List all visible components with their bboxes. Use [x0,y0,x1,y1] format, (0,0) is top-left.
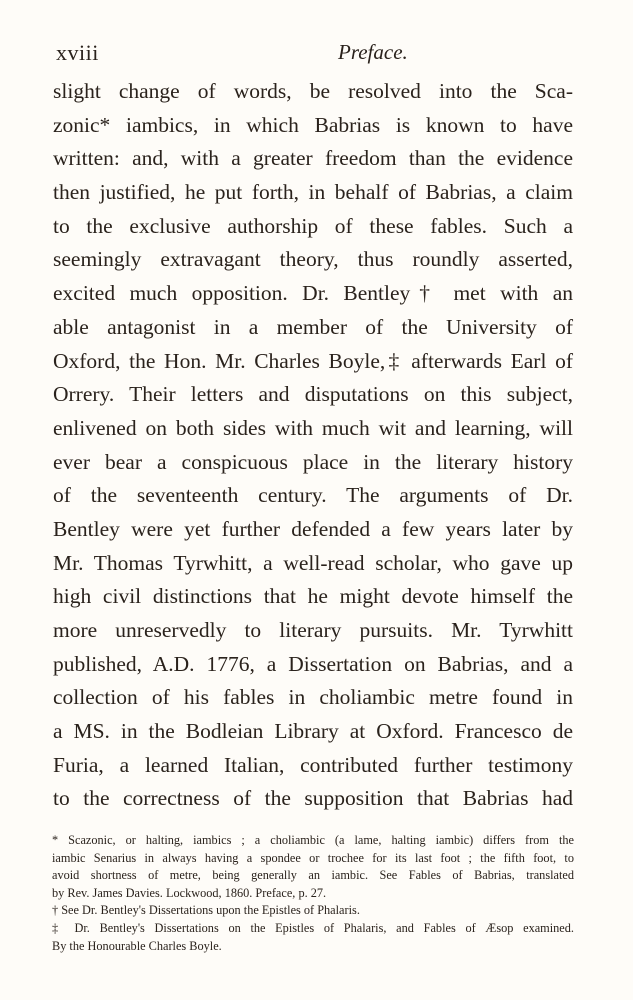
running-head-title: Preface. [338,40,408,64]
body-line: more unreservedly to literary pursuits. Mr. Tyrwhitt [53,618,573,642]
body-line: able antagonist in a member of the University of [53,314,573,339]
body-line: of the seventeenth century. The arguments of Dr. [53,483,573,508]
body-line: then justified, he put forth, in behalf of Babrias, a claim [53,180,573,205]
body-line: ever bear a conspicuous place in the literary history [53,449,573,474]
body-line: enlivened on both sides with much wit and learning, will [53,415,573,440]
body-line: Furia, a learned Italian, contributed further testimony [53,752,573,777]
running-head [56,40,576,68]
body-line: Oxford, the Hon. Mr. Charles Boyle,‡ afterwards Earl of [53,348,573,373]
footnote-line: * Scazonic, or halting, iambics ; a choliambic (a lame, halting iambic) differs from the [52,833,574,847]
body-line: high civil distinctions that he might devote himself the [53,584,573,609]
body-line: collection of his fables in choliambic metre found in [53,685,573,710]
body-line: to the correctness of the supposition that Babrias had [53,786,573,811]
body-line: slight change of words, be resolved into the Sca- [53,79,573,103]
footnote-line: iambic Senarius in always having a spondee or trochee for its last foot ; the fifth foot, to [52,850,574,865]
body-line: Orrery. Their letters and disputations on this subject, [53,382,573,407]
body-line: published, A.D. 1776, a Dissertation on Babrias, and a [53,651,573,676]
body-line: Mr. Thomas Tyrwhitt, a well-read scholar, who gave up [53,550,573,575]
page-number: xviii [56,40,99,65]
body-paragraph [53,75,573,816]
footnote-line: By the Honourable Charles Boyle. [52,938,222,953]
body-line: Bentley were yet further defended a few years later by [53,516,573,541]
body-line: seemingly extravagant theory, thus roundly asserted, [53,247,573,272]
body-line: to the exclusive authorship of these fables. Such a [53,213,573,238]
body-line: written: and, with a greater freedom than the evidence [53,146,573,171]
footnote-line: ‡ Dr. Bentley's Dissertations on the Epistles of Phalaris, and Fables of Æsop examined. [52,920,574,935]
footnote-line: † See Dr. Bentley's Dissertations upon the Epistles of Phalaris. [52,903,360,918]
body-line: excited much opposition. Dr. Bentley† met with an [53,281,573,306]
footnotes [52,832,574,955]
body-line: zonic* iambics, in which Babrias is known to have [53,112,573,137]
body-line: a MS. in the Bodleian Library at Oxford. Francesco de [53,719,573,744]
footnote-line: avoid shortness of metre, being generally an iambic. See Fables of Babrias, translated [52,868,574,883]
footnote-line: by Rev. James Davies. Lockwood, 1860. Preface, p. 27. [52,885,327,900]
